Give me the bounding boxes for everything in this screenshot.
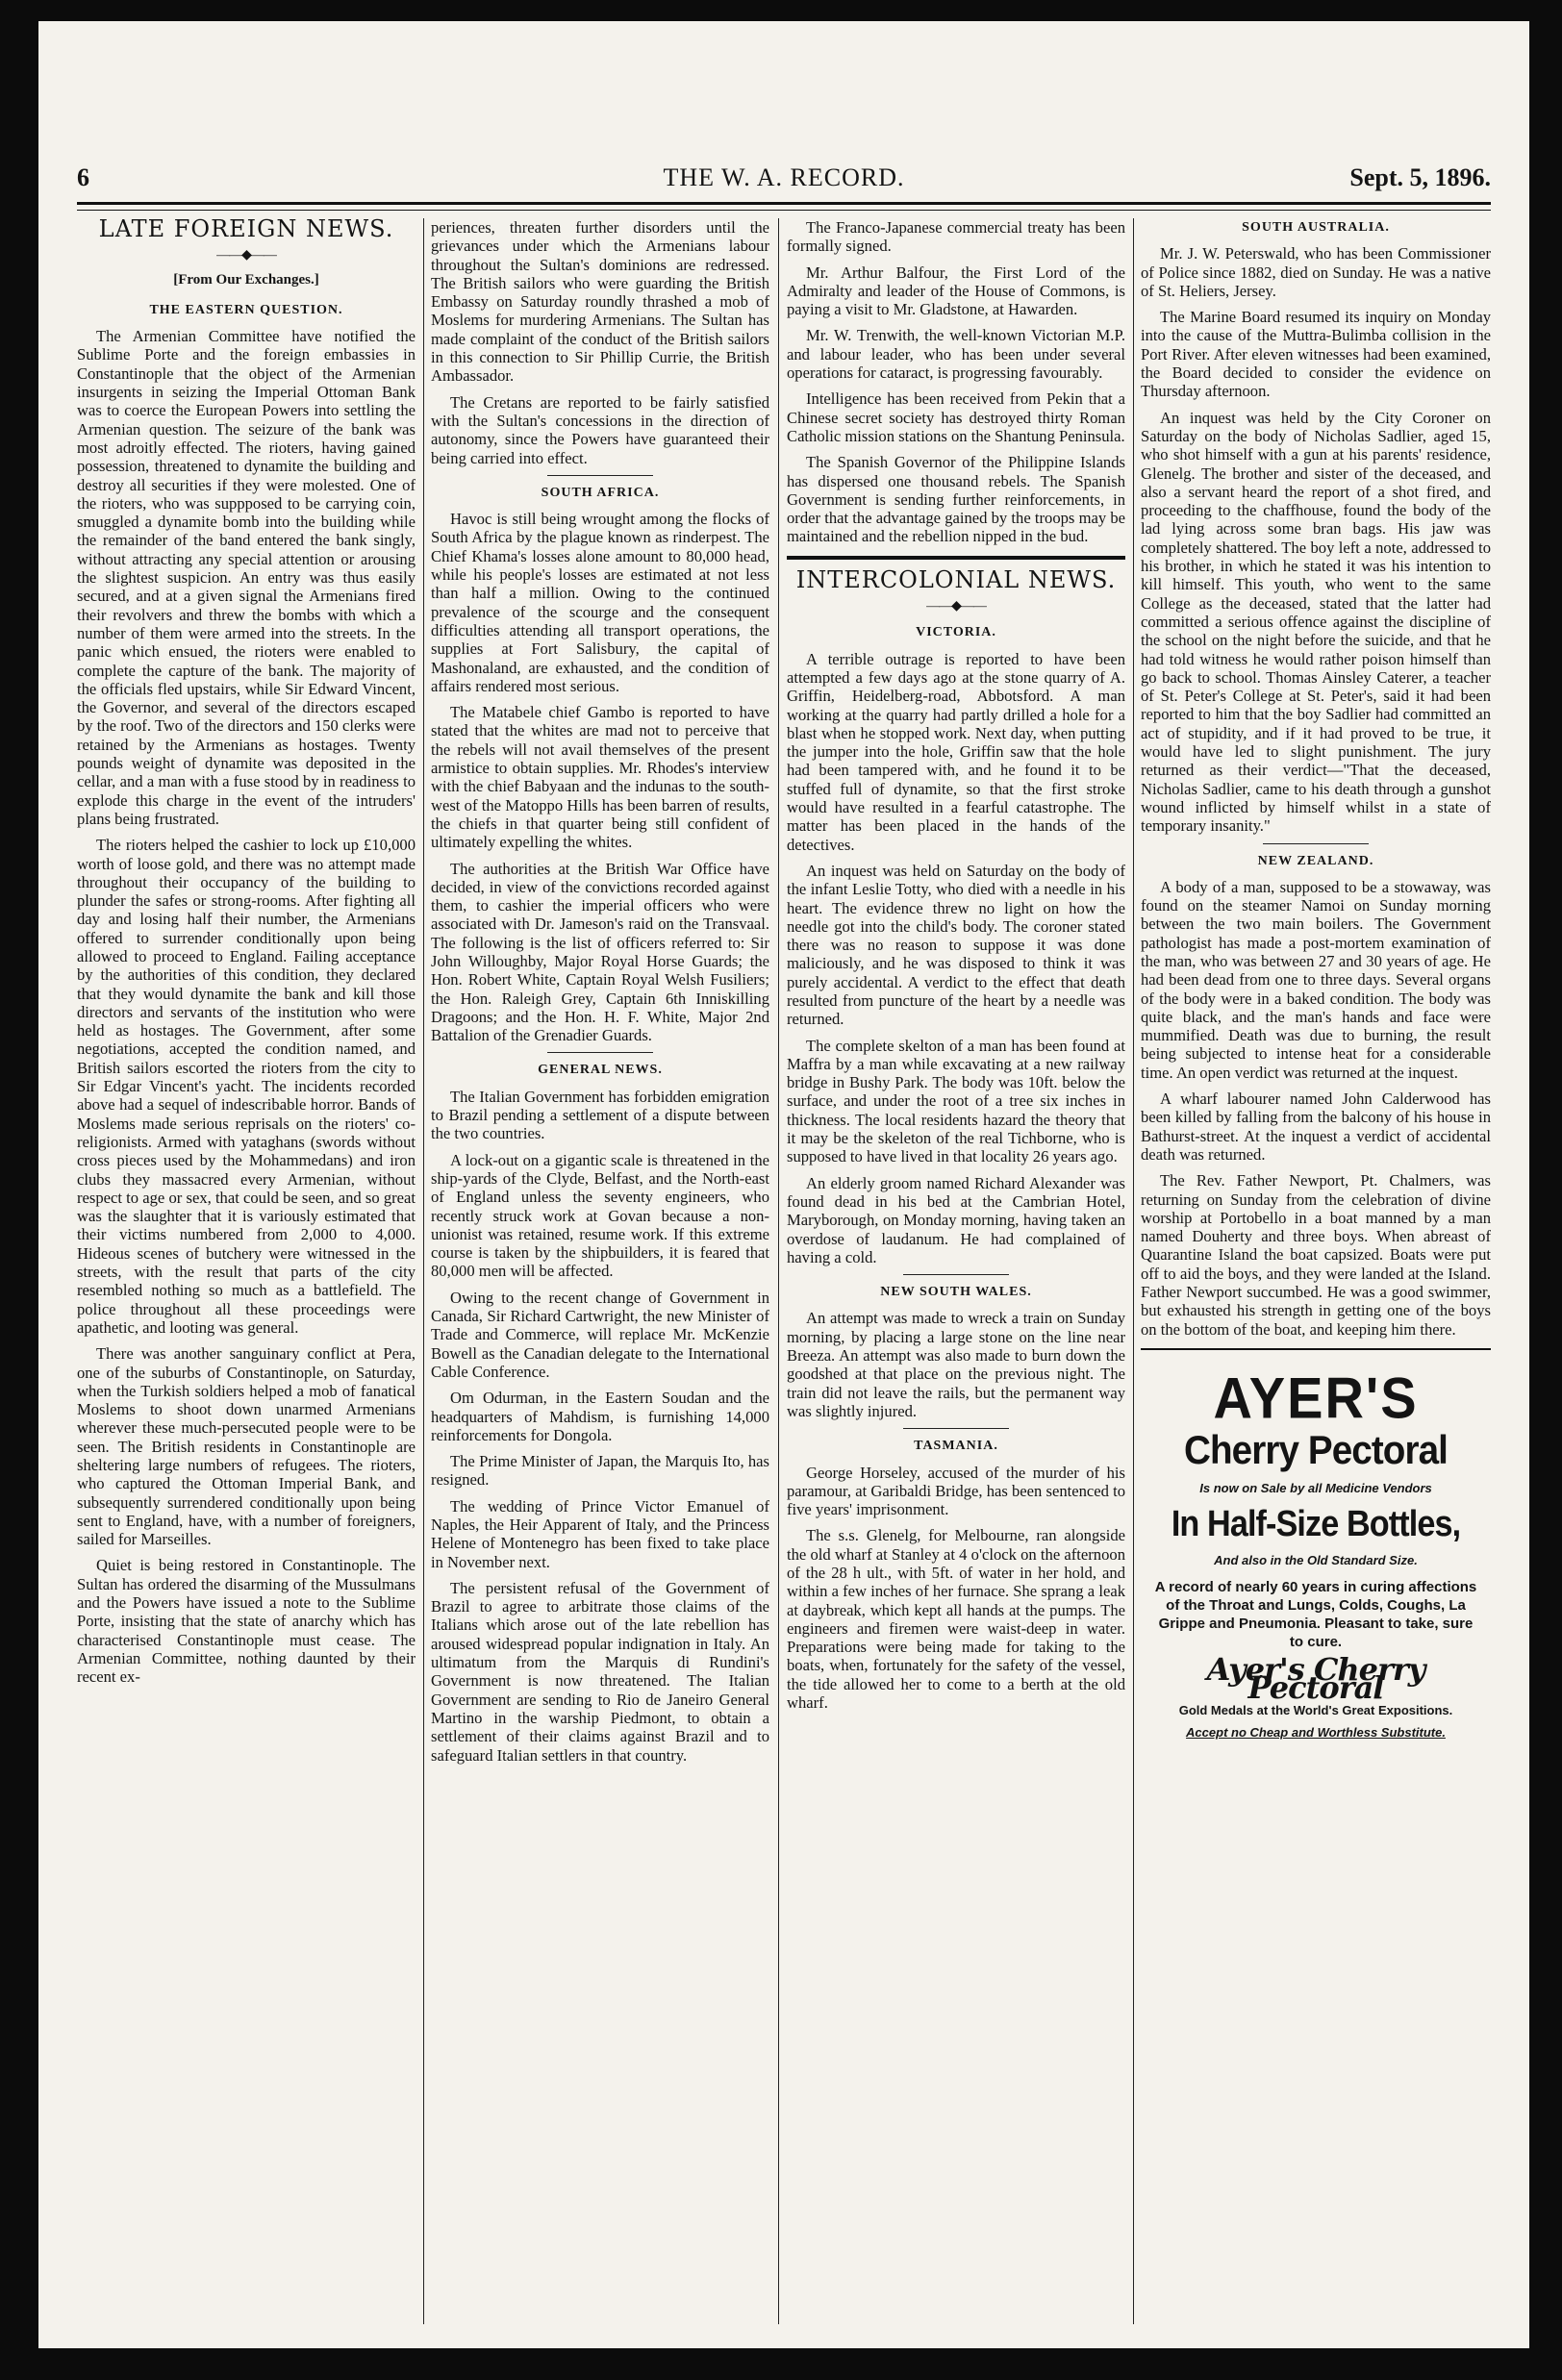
paragraph: A lock-out on a gigantic scale is threatened in the ship-yards of the Clyde, Belfast, and the North-east of England unless the seventy engineers, who recently struck work at Govan because a non-unionist was retained, resume work. If this extreme course is taken by the shipbuilders, it is feared that 80,000 men will be affected. <box>431 1150 769 1281</box>
column-4 <box>1141 218 1491 2324</box>
paragraph: Mr. Arthur Balfour, the First Lord of the Admiralty and leader of the House of Commons, is paying a visit to Mr. Gladstone, at Hawarden. <box>787 263 1125 319</box>
section-rule <box>547 475 653 476</box>
column-divider <box>1133 218 1134 2324</box>
ad-warning: Accept no Cheap and Worthless Substitute. <box>1186 1725 1446 1741</box>
column-3 <box>787 218 1125 2324</box>
paragraph: An attempt was made to wreck a train on Sunday morning, by placing a large stone on the line near Breeza. An attempt was also made to burn down the goodshed at that place on the previous night. The train did not leave the rails, but the permanent way was slightly injured. <box>787 1309 1125 1420</box>
paragraph: A wharf labourer named John Calderwood has been killed by falling from the balcony of his house in Bathurst-street. At the inquest a verdict of accidental death was returned. <box>1141 1090 1491 1164</box>
paragraph: The Marine Board resumed its inquiry on Monday into the cause of the Muttra-Bulimba collision in the Port River. After eleven witnesses had been examined, the Board decided to consider the evidence on Thursday afternoon. <box>1141 308 1491 401</box>
paragraph: The Rev. Father Newport, Pt. Chalmers, was returning on Sunday from the celebration of divine worship at Portobello in a boat manned by a man named Douherty and three boys. When abreast of Quarantine Island the boat capsized. Boats were put off to aid the boys, and they were landed at the Island. Father Newport succumbed. He was a good swimmer, but exhausted his strength in getting one of the boys on the bottom of the boat, and keeping him there. <box>1141 1171 1491 1339</box>
paragraph: George Horseley, accused of the murder of his paramour, at Garibaldi Bridge, has been sentenced to five years' imprisonment. <box>787 1463 1125 1519</box>
section-victoria: VICTORIA. <box>916 625 996 640</box>
paragraph: The Franco-Japanese commercial treaty has been formally signed. <box>787 218 1125 256</box>
column-2 <box>431 218 769 2324</box>
paragraph: Owing to the recent change of Government in Canada, Sir Richard Cartwright, the new Minister of Trade and Commerce, will replace Mr. McKenzie Bowell as the Canadian delegate to the International Cable Conference. <box>431 1288 769 1381</box>
paragraph: The Armenian Committee have notified the Sublime Porte and the foreign embassies in Constantinople that the object of the Armenian insurgents in seizing the Imperial Ottoman Bank was to coerce the European Powers into settling the Armenian question. The seizure of the bank was most adroitly effected. The rioters, having gained possession, threatened to dynamite the building and destroy all securities if they were molested. One of the rioters, who was suppposed to be carrying coin, smuggled a dynamite bomb into the building while the remainder of the band entered the bank singly, without attracting any special attention or arousing the slightest suspicion. An entry was thus easily secured, and at a given signal the Armenians fired their revolvers and threw the bombs with which a number of them were armed into the streets. In the panic which ensued, the rioters were enabled to complete the capture of the bank. The majority of the officials fled upstairs, while Sir Edward Vincent, the Governor, and several of the directors escaped by the roof. Two of the directors and 150 clerks were retained by the Armenians as hostages. Twenty pounds weight of dynamite was deposited in the cellar, and a man with a fuse stood by in readiness to explode this charge in the event of the intruders' plans being frustrated. <box>77 327 416 828</box>
ad-top-rule <box>1141 1348 1491 1350</box>
paragraph: A body of a man, supposed to be a stowaway, was found on the steamer Namoi on Sunday morning between the two main boilers. The Government pathologist has made a post-mortem examination of the man, who was between 27 and 30 years of age. He had been dead from one to three days. Several organs of the body were in a baked condition. The body was quite black, and the man's hands and face were mummified. Death was due to burning, the result being subjected to intense heat for a considerable time. An open verdict was returned at the inquest. <box>1141 877 1491 1082</box>
paragraph: The authorities at the British War Office have decided, in view of the convictions recorded against them, to cashier the imperial officers who were associated with Dr. Jameson's raid on the Transvaal. The following is the list of officers referred to: Sir John Willoughby, Major Royal Horse Guards; the Hon. Robert White, Captain Royal Welsh Fusiliers; the Hon. Raleigh Grey, Captain 6th Inniskilling Dragoons; and the Hon. H. F. White, Major 2nd Battalion of the Grenadier Guards. <box>431 859 769 1045</box>
paragraph: The rioters helped the cashier to lock up £10,000 worth of loose gold, and there was no attempt made throughout their occupancy of the building to plunder the safes or strong-rooms. After fighting all day and losing half their number, the Armenians offered to surrender conditionally upon being allowed to proceed to England. Failing acceptance by the authorities of this condition, they declared that they would dynamite the bank and kill those directors and servants of the institution who were held as hostages. The Government, after some negotiations, accepted the condition named, and British sailors escorted the rioters from the city to Sir Edgar Vincent's yacht. The incidents recorded above had a sequel of indescribable horror. Bands of Moslems made serious reprisals on the rioters' co-religionists. Armed with yataghans (swords without cross pieces used by the Mohammedans) and iron clubs they massacred every Armenian, without respect to age or sex, that could be seen, and so great was the slaughter that it is variously estimated that their victims numbered from 2,000 to 4,000. Hideous scenes of butchery were witnessed in the streets, with the result that parts of the city resembled nothing so much as a battlefield. The police throughout all these proceedings were apathetic, and looting was general. <box>77 836 416 1337</box>
ad-product: Cherry Pectoral <box>1184 1426 1448 1472</box>
paragraph: Intelligence has been received from Pekin that a Chinese secret society has destroyed thirty Roman Catholic mission stations on the Shantung Peninsula. <box>787 389 1125 445</box>
ad-signature: Ayer's Cherry Pectoral <box>1206 1650 1425 1706</box>
ad-brand: AYER'S <box>1213 1365 1419 1431</box>
paragraph: The wedding of Prince Victor Emanuel of Naples, the Heir Apparent of Italy, and the Princess Helene of Montenegro has been fixed to take place in November next. <box>431 1496 769 1571</box>
heading-intercolonial-news: INTERCOLONIAL NEWS. <box>795 565 1117 593</box>
paragraph: There was another sanguinary conflict at Pera, one of the suburbs of Constantinople, on Saturday, when the Turkish soldiers helped a mob of fanatical Moslems to shoot down unarmed Armenians wherever these much-persecuted people were to be seen. The British residents in Constantinople are sheltering large numbers of refugees. The rioters, who captured the Ottoman Imperial Bank, and subsequently surrendered conditionally upon being sent to England, have, with a number of foreigners, sailed for Marseilles. <box>77 1344 416 1549</box>
section-eastern-question: THE EASTERN QUESTION. <box>149 302 343 317</box>
ad-description: A record of nearly 60 years in curing affections of the Throat and Lungs, Colds, Coughs, La Grippe and Pneumonia. Pleasant to take, sure to cure. <box>1154 1578 1477 1650</box>
section-rule <box>903 1274 1009 1275</box>
header-rule <box>77 202 1491 211</box>
section-thick-rule <box>787 556 1125 560</box>
paragraph: The Italian Government has forbidden emigration to Brazil pending a settlement of a dispute between the two countries. <box>431 1087 769 1143</box>
column-divider <box>778 218 779 2324</box>
section-rule <box>547 1052 653 1053</box>
paragraph: An elderly groom named Richard Alexander was found dead in his bed at the Cambrian Hotel, Maryborough, on Monday morning, having taken an overdose of laudanum. He had complained of having a cold. <box>787 1173 1125 1266</box>
page-header <box>77 163 1491 206</box>
page-number: 6 <box>77 163 89 191</box>
ad-line: And also in the Old Standard Size. <box>1214 1553 1418 1568</box>
paragraph: Havoc is still being wrought among the flocks of South Africa by the plague known as rinderpest. The Chief Khama's losses alone amount to 80,000 head, while his people's losses are estimated at not less than half a million. Owing to the continued prevalence of the scourge and the consequent difficulties attending all transport operations, the supplies at Fort Salisbury, the capital of Mashonaland, are exhausted, and the condition of affairs rendered most serious. <box>431 510 769 695</box>
issue-date: Sept. 5, 1896. <box>1349 163 1491 191</box>
paragraph: Om Odurman, in the Eastern Soudan and the headquarters of Mahdism, is furnishing 14,000 reinforcements for Dongola. <box>431 1389 769 1444</box>
paragraph: The Matabele chief Gambo is reported to have stated that the whites are mad not to perceive that the rebels will not avail themselves of the present armistice to obtain supplies. Mr. Rhodes's interview with the chief Babyaan and the indunas to the south-west of the Matoppo Hills has been barren of results, the chiefs in that quarter being still confident of ultimately expelling the whites. <box>431 703 769 852</box>
ad-half-size: In Half-Size Bottles, <box>1171 1504 1461 1545</box>
column-divider <box>423 218 424 2324</box>
paragraph: The persistent refusal of the Government of Brazil to agree to arbitrate those claims of the Italians which arose out of the late rebellion has aroused widespread popular indignation in Italy. An ultimatum from the Marquis di Rundini's Government is now threatened. The Italian Government are sending to Rio de Janeiro General Martino in the warship Piedmont, to obtain a settlement of their claims against Brazil and to safeguard Italian settlers in that country. <box>431 1578 769 1765</box>
paragraph: Mr. W. Trenwith, the well-known Victorian M.P. and labour leader, who has been under several operations for cataract, is progressing favourably. <box>787 326 1125 383</box>
paragraph: The Prime Minister of Japan, the Marquis Ito, has resigned. <box>431 1452 769 1490</box>
section-new-south-wales: NEW SOUTH WALES. <box>880 1285 1032 1300</box>
ornament-divider: ——◆—— <box>216 248 276 263</box>
paragraph: The s.s. Glenelg, for Melbourne, ran alongside the old wharf at Stanley at 4 o'clock on the afternoon of the 28 h ult., with 5ft. of water in her hold, and within a few inches of her furnace. She sprang a leak at daybreak, which kept all hands at the pumps. The engineers and firemen were waist-deep in water. Preparations were being made for taking to the boats, when, fortunately for the safety of the vessel, the tide allowed her to come to a berth at the old wharf. <box>787 1526 1125 1713</box>
paragraph: The Cretans are reported to be fairly satisfied with the Sultan's concessions in the direction of autonomy, since the Powers have guaranteed their being carried into effect. <box>431 392 769 467</box>
newspaper-page <box>38 21 1529 2348</box>
paragraph: Quiet is being restored in Constantinople. The Sultan has ordered the disarming of the Mussulmans and the Powers have issued a note to the Sublime Porte, insisting that the state of anarchy which has characterised Constantinople must cease. The Armenian Committee, nothing daunted by their recent ex- <box>77 1556 416 1687</box>
section-tasmania: TASMANIA. <box>914 1439 998 1454</box>
section-new-zealand: NEW ZEALAND. <box>1257 853 1374 868</box>
section-rule <box>903 1428 1009 1429</box>
article-columns <box>77 218 1491 2334</box>
paragraph: An inquest was held on Saturday on the body of the infant Leslie Totty, who died with a needle in his heart. The evidence threw no light on how the needle got into the child's body. The coroner stated there was no reason to suppose it was done maliciously, and he was disposed to think it was purely accidental. A verdict to the effect that death resulted from puncture of the heart by a needle was returned. <box>787 861 1125 1029</box>
paragraph: An inquest was held by the City Coroner on Saturday on the body of Nicholas Sadlier, aged 15, who shot himself with a gun at his parents' residence, Glenelg. The brother and sister of the deceased, and also a servant heard the report of a shot fired, and proceeding to the chaffhouse, found the body of the lad lying across some bran bags. His jaw was completely shattered. The boy left a note, addressed to his brother, in which he stated it was his intention to kill himself. This youth, who went to the same College as the deceased, stated that the latter had committed a serious offence against the discipline of the school on the night before the suicide, and that he had told witness he would rather poison himself than go back to school. Thomas Ainsley Caterer, a teacher of St. Peter's College at St. Peter's, said it had been reported to him that the boy Sadlier had committed an act of stupidity, and if it had proved to be true, it would have led to slight punishment. The jury returned as their verdict—"That the deceased, Nicholas Sadlier, came to his death through a gunshot wound inflicted by himself whilst in a state of temporary insanity." <box>1141 408 1491 836</box>
section-rule <box>1263 843 1369 844</box>
section-south-australia: SOUTH AUSTRALIA. <box>1242 220 1390 235</box>
masthead-title: THE W. A. RECORD. <box>663 163 905 191</box>
source-note: [From Our Exchanges.] <box>173 271 319 288</box>
paragraph: The complete skelton of a man has been found at Maffra by a man while excavating at a new railway bridge in Bushy Park. The body was 10ft. below the surface, and under the root of a tree six inches in thickness. The local residents hazard the theory that it may be the skeleton of the real Tichborne, who is supposed to have lived in that locality 26 years ago. <box>787 1036 1125 1166</box>
ornament-divider: ——◆—— <box>926 599 986 614</box>
paragraph: periences, threaten further disorders until the grievances under which the Armenians labour throughout the Sultan's dominions are redressed. The British sailors who were guarding the British Embassy on Saturday roundly thrashed a mob of Moslems for murdering Armenians. The Sultan has made complaint of the conduct of the British sailors in this connection to Sir Phillip Currie, the British Ambassador. <box>431 218 769 386</box>
advertisement-ayers <box>1141 1365 1491 1742</box>
heading-late-foreign-news: LATE FOREIGN NEWS. <box>98 218 394 242</box>
paragraph: A terrible outrage is reported to have been attempted a few days ago at the stone quarry of A. Griffin, Heidelberg-road, Abbotsford. A man working at the quarry had partly drilled a hole for a blast when he stopped work. Next day, when putting the jumper into the hole, Griffin saw that the hole had been tampered with, and he found it to be stuffed full of dynamite, so that the first stroke would have resulted in a fearful catastrophe. The matter has been placed in the hands of the detectives. <box>787 649 1125 854</box>
ad-medals: Gold Medals at the World's Great Expositions. <box>1178 1703 1453 1718</box>
section-south-africa: SOUTH AFRICA. <box>541 485 660 500</box>
paragraph: The Spanish Governor of the Philippine Islands has dispersed one thousand rebels. The Spanish Government is sending further reinforcements, in order that the advantage gained by the troops may be maintained and the rebellion nipped in the bud. <box>787 453 1125 546</box>
column-1 <box>77 218 416 2324</box>
ad-line: Is now on Sale by all Medicine Vendors <box>1199 1480 1432 1495</box>
paragraph: Mr. J. W. Peterswald, who has been Commissioner of Police since 1882, died on Sunday. He was a native of St. Heliers, Jersey. <box>1141 244 1491 300</box>
section-general-news: GENERAL NEWS. <box>538 1063 663 1078</box>
